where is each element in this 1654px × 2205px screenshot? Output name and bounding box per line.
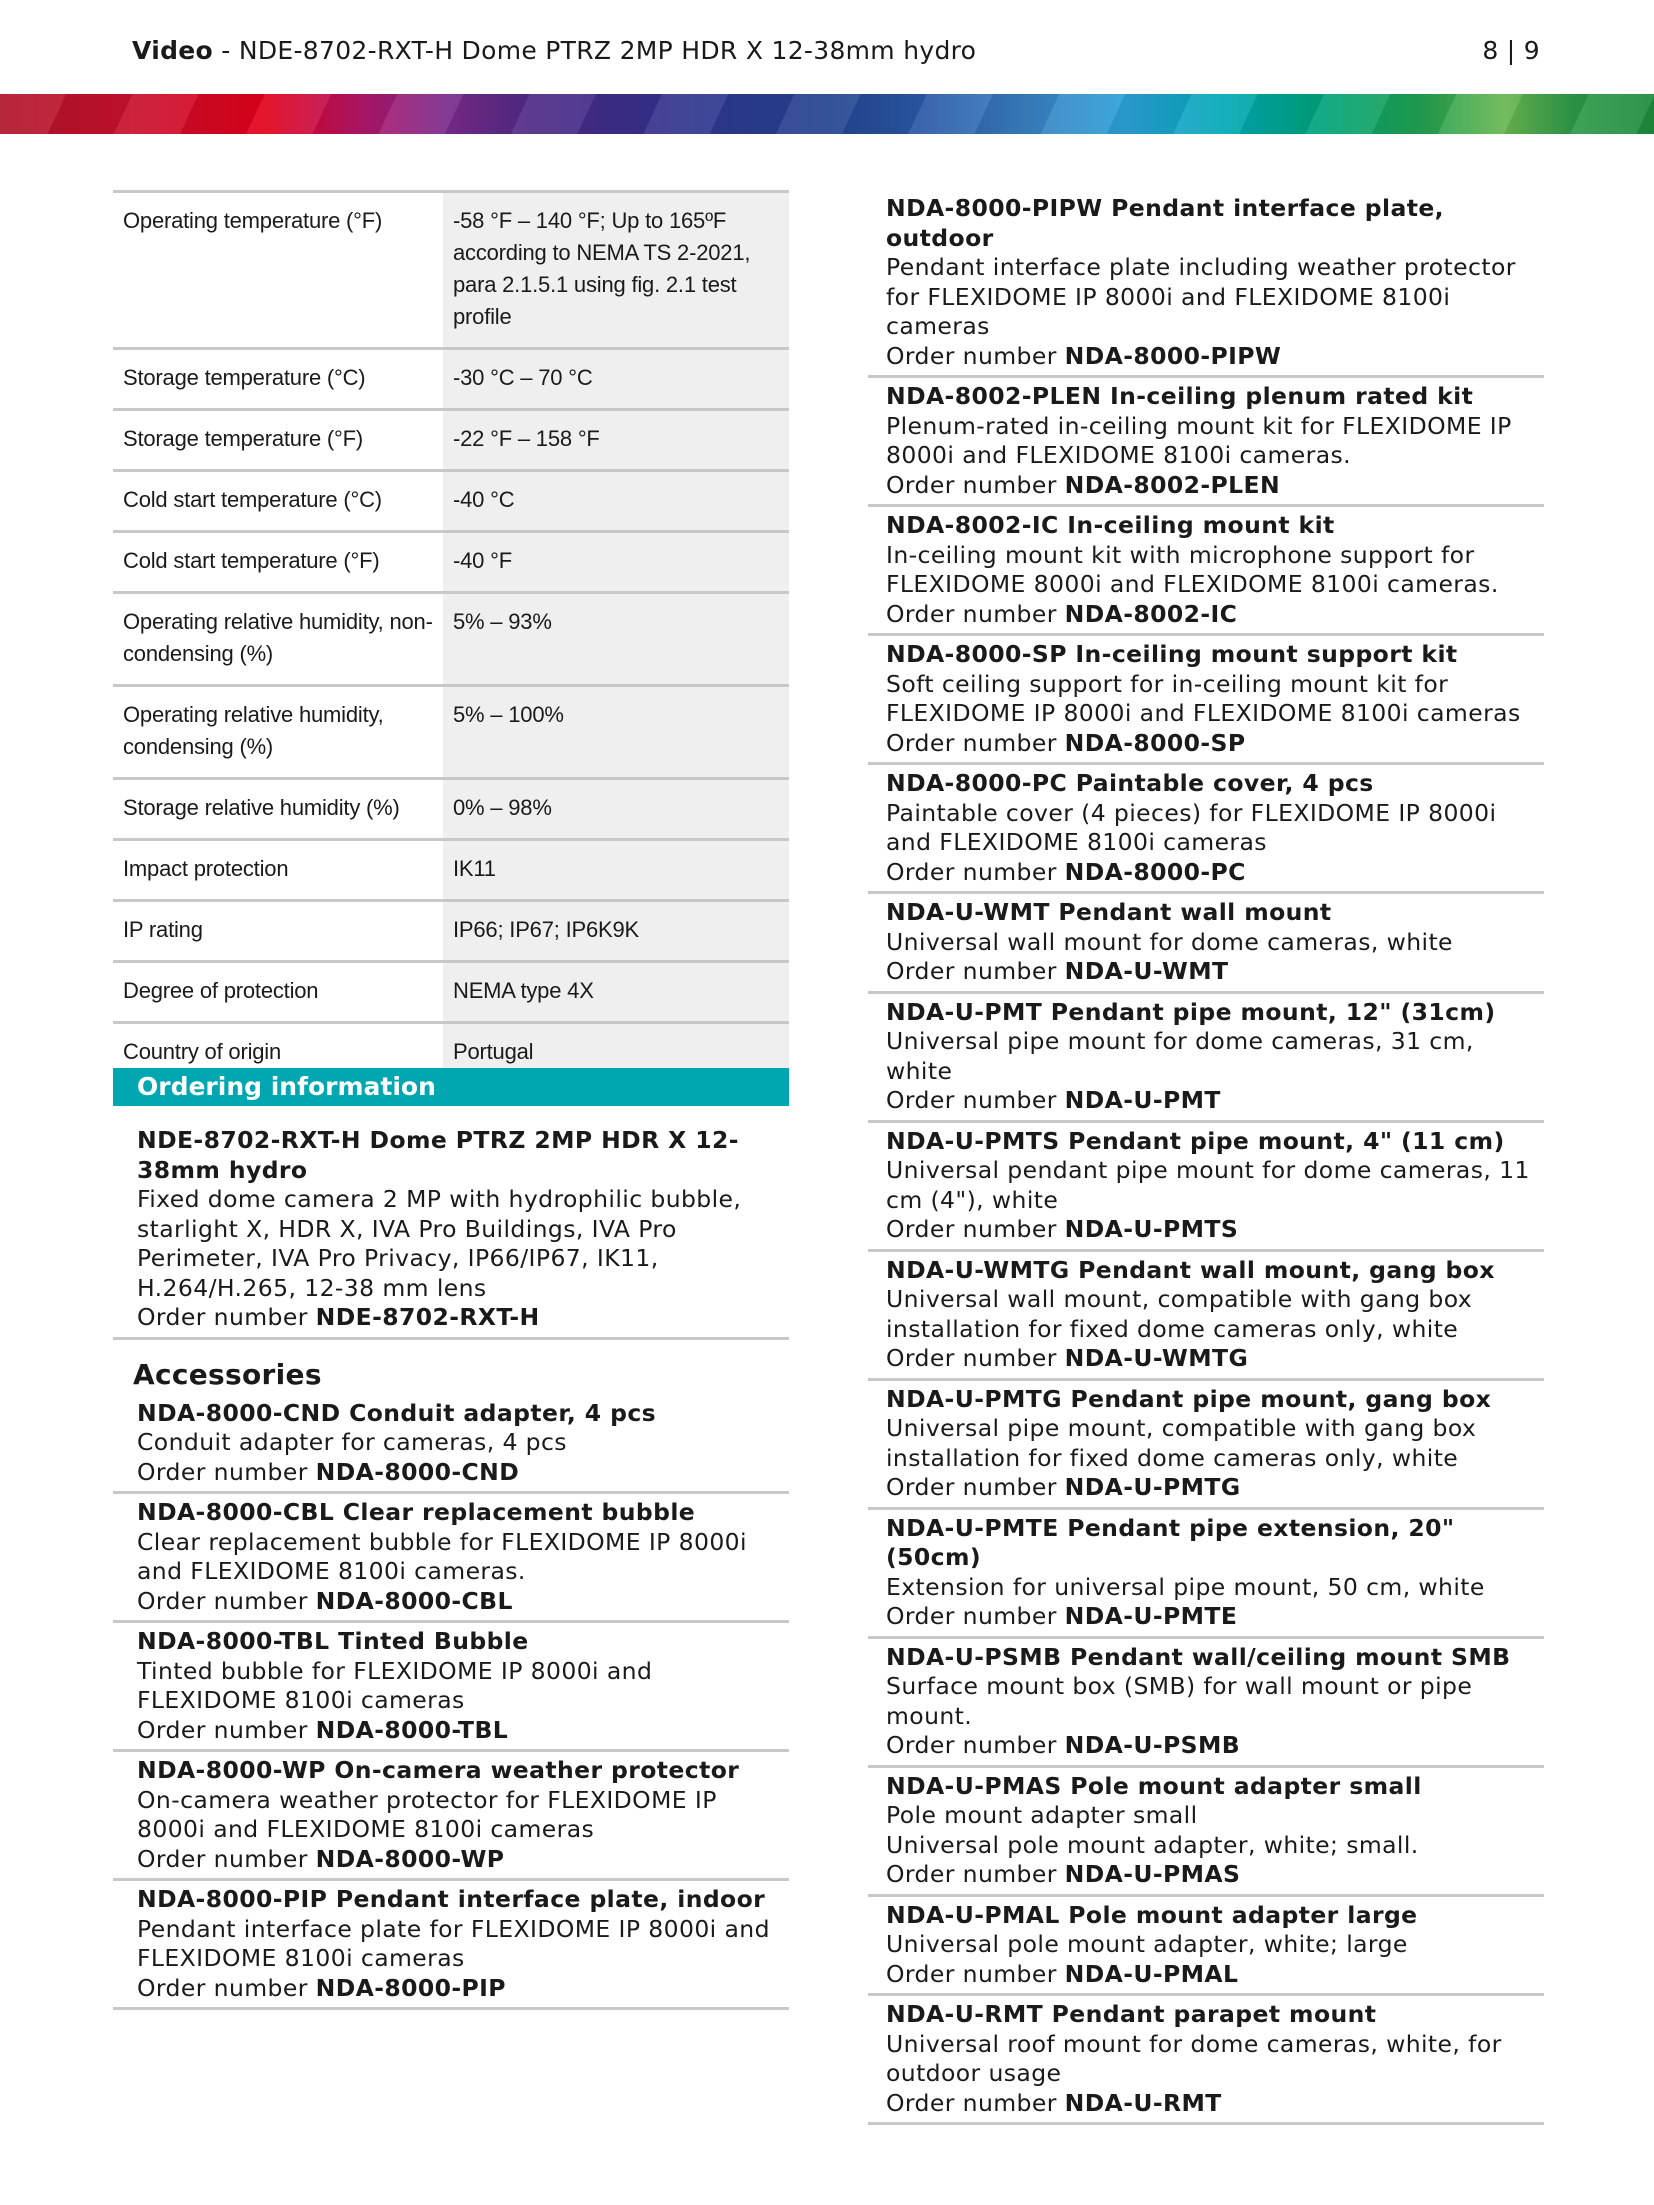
- order-label: Order number: [886, 1086, 1065, 1114]
- spec-value: -40 °F: [443, 533, 789, 591]
- accessory-description: Universal pole mount adapter, white; large: [886, 1930, 1408, 1958]
- spec-value: -40 °C: [443, 472, 789, 530]
- accessory-title: NDA-U-PMAS Pole mount adapter small: [886, 1771, 1422, 1800]
- spec-key: Operating relative humidity, non-condensing (%): [113, 594, 443, 684]
- order-label: Order number: [137, 1303, 316, 1331]
- accessory-order: [886, 342, 1544, 372]
- accessory-item: [868, 378, 1544, 507]
- order-number: NDA-U-WMT: [1064, 957, 1229, 985]
- order-label: Order number: [886, 2088, 1065, 2117]
- accessory-order: [137, 1587, 789, 1617]
- accessory-order: [137, 1458, 789, 1488]
- spec-row: [113, 533, 789, 594]
- accessory-description: Tinted bubble for FLEXIDOME IP 8000i and FLEXIDOME 8100i cameras: [137, 1656, 653, 1714]
- accessory-title: NDA-U-WMT Pendant wall mount: [886, 898, 1332, 926]
- accessory-order: [886, 729, 1544, 759]
- accessory-order: [137, 1716, 789, 1746]
- spec-key: Cold start temperature (°F): [113, 533, 443, 591]
- accessory-title: NDA-8000-PIPW Pendant interface plate, outdoor: [886, 194, 1444, 252]
- accessory-description: Paintable cover (4 pieces) for FLEXIDOME IP 8000i and FLEXIDOME 8100i cameras: [886, 798, 1497, 856]
- accessory-order: [137, 1974, 789, 2004]
- accessory-description: Universal wall mount for dome cameras, white: [886, 927, 1453, 956]
- spec-value: -58 °F – 140 °F; Up to 165ºF according to NEMA TS 2-2021, para 2.1.5.1 using fig. 2.1 test profile: [443, 193, 789, 347]
- spec-row: [113, 902, 789, 963]
- accessory-title: NDA-U-PMTS Pendant pipe mount, 4" (11 cm): [886, 1126, 1505, 1155]
- accessory-item: [113, 1395, 789, 1495]
- order-number: NDA-8000-PIP: [315, 1973, 506, 2002]
- accessory-order: [886, 471, 1544, 501]
- accessory-order: [886, 1215, 1544, 1245]
- accessory-item: [868, 636, 1544, 765]
- spec-key: Storage temperature (°C): [113, 350, 443, 408]
- spec-table: [113, 190, 789, 1085]
- spec-value: IK11: [443, 841, 789, 899]
- accessory-description: Universal pipe mount, compatible with gang box installation for fixed dome cameras only, white: [886, 1414, 1477, 1472]
- spec-value: NEMA type 4X: [443, 963, 789, 1021]
- order-number: NDA-8000-SP: [1064, 728, 1246, 757]
- accessory-title: NDA-U-PMT Pendant pipe mount, 12" (31cm): [886, 997, 1496, 1026]
- order-label: Order number: [886, 470, 1065, 499]
- accessory-description: Pole mount adapter small Universal pole mount adapter, white; small.: [886, 1801, 1419, 1859]
- order-number: NDA-8000-TBL: [315, 1715, 509, 1744]
- order-label: Order number: [886, 728, 1065, 757]
- accessory-title: NDA-8000-CBL Clear replacement bubble: [137, 1498, 696, 1526]
- accessory-order: [886, 1602, 1544, 1632]
- order-number: NDA-U-PMTE: [1064, 1602, 1238, 1630]
- accessory-order: [886, 1344, 1544, 1374]
- order-label: Order number: [886, 1344, 1065, 1372]
- spec-row: [113, 841, 789, 902]
- accessory-item: [868, 1510, 1544, 1639]
- order-label: Order number: [886, 1602, 1065, 1630]
- accessory-description: Universal pipe mount for dome cameras, 31 cm, white: [886, 1027, 1474, 1085]
- ordering-block: [113, 1122, 789, 2010]
- accessory-item: [868, 190, 1544, 378]
- spec-row: [113, 594, 789, 687]
- order-label: Order number: [886, 957, 1065, 985]
- accessory-item: [113, 1752, 789, 1881]
- accessory-title: NDA-8002-PLEN In-ceiling plenum rated kit: [886, 382, 1474, 410]
- accessory-title: NDA-U-PSMB Pendant wall/ceiling mount SMB: [886, 1642, 1511, 1671]
- order-number: NDE-8702-RXT-H: [315, 1303, 540, 1331]
- accessory-title: NDA-U-WMTG Pendant wall mount, gang box: [886, 1255, 1495, 1284]
- order-label: Order number: [137, 1715, 316, 1744]
- header-title: NDE-8702-RXT-H Dome PTRZ 2MP HDR X 12-38mm hydro: [238, 36, 977, 65]
- order-label: Order number: [886, 1860, 1065, 1888]
- accessory-description: Surface mount box (SMB) for wall mount or pipe mount.: [886, 1672, 1473, 1730]
- spec-row: [113, 411, 789, 472]
- order-number: NDA-U-PMTS: [1064, 1215, 1239, 1243]
- accessory-description: Conduit adapter for cameras, 4 pcs: [137, 1428, 567, 1456]
- spec-value: 5% – 93%: [443, 594, 789, 684]
- accessories-right-list: [868, 190, 1544, 2125]
- order-number: NDA-U-RMT: [1064, 2088, 1222, 2117]
- accessory-order: [886, 957, 1544, 987]
- accessory-order: [886, 600, 1544, 630]
- accessory-description: Universal wall mount, compatible with gang box installation for fixed dome cameras only, white: [886, 1285, 1473, 1343]
- order-label: Order number: [886, 857, 1065, 886]
- accessory-item: [868, 1897, 1544, 1997]
- accessory-order: [886, 1731, 1544, 1761]
- accessory-order: [886, 1086, 1544, 1116]
- accessory-title: NDA-U-PMTG Pendant pipe mount, gang box: [886, 1384, 1492, 1413]
- accessory-description: Universal pendant pipe mount for dome cameras, 11 cm (4"), white: [886, 1156, 1530, 1214]
- accessory-item: [868, 765, 1544, 894]
- order-number: NDA-8000-PIPW: [1064, 341, 1282, 370]
- accessory-description: Clear replacement bubble for FLEXIDOME IP 8000i and FLEXIDOME 8100i cameras.: [137, 1527, 747, 1585]
- spec-key: Country of origin: [113, 1024, 443, 1082]
- spec-value: -30 °C – 70 °C: [443, 350, 789, 408]
- accessory-description: Universal roof mount for dome cameras, white, for outdoor usage: [886, 2029, 1502, 2087]
- accessory-title: NDA-8000-PC Paintable cover, 4 pcs: [886, 769, 1374, 797]
- accessory-title: NDA-U-PMTE Pendant pipe extension, 20" (50cm): [886, 1513, 1455, 1571]
- accessory-item: [868, 1996, 1544, 2125]
- accessory-title: NDA-U-RMT Pendant parapet mount: [886, 2000, 1377, 2028]
- accessory-title: NDA-8000-CND Conduit adapter, 4 pcs: [137, 1398, 657, 1427]
- order-number: NDA-U-PMAS: [1064, 1860, 1241, 1888]
- order-label: Order number: [886, 1959, 1065, 1988]
- accessory-description: Plenum-rated in-ceiling mount kit for FLEXIDOME IP 8000i and FLEXIDOME 8100i cameras.: [886, 411, 1512, 469]
- accessory-description: Extension for universal pipe mount, 50 cm, white: [886, 1572, 1485, 1601]
- accessory-item: [868, 507, 1544, 636]
- spec-value: Portugal: [443, 1024, 789, 1082]
- accessories-title: Accessories: [133, 1357, 322, 1391]
- order-label: Order number: [137, 1844, 316, 1873]
- accessory-description: In-ceiling mount kit with microphone support for FLEXIDOME 8000i and FLEXIDOME 8100i cameras.: [886, 540, 1499, 598]
- order-label: Order number: [137, 1457, 316, 1486]
- accessories-left-list: [113, 1395, 789, 2011]
- accessory-order: [886, 2089, 1544, 2119]
- spec-key: Operating relative humidity, condensing (%): [113, 687, 443, 777]
- accessory-title: NDA-U-PMAL Pole mount adapter large: [886, 1900, 1418, 1929]
- accessory-order: [886, 1960, 1544, 1990]
- spec-row: [113, 780, 789, 841]
- spec-key: Cold start temperature (°C): [113, 472, 443, 530]
- accessory-order: [886, 858, 1544, 888]
- order-number: NDA-U-PSMB: [1064, 1731, 1241, 1759]
- order-number: NDA-8002-IC: [1064, 599, 1238, 628]
- accessory-order: [886, 1860, 1544, 1890]
- spec-value: IP66; IP67; IP6K9K: [443, 902, 789, 960]
- accessory-order: [886, 1473, 1544, 1503]
- order-number: NDA-8000-PC: [1064, 857, 1246, 886]
- order-label: Order number: [886, 1731, 1065, 1759]
- spec-value: -22 °F – 158 °F: [443, 411, 789, 469]
- spec-row: [113, 350, 789, 411]
- accessory-item: [113, 1881, 789, 2010]
- accessory-title: NDA-8000-WP On-camera weather protector: [137, 1756, 740, 1784]
- order-number: NDA-8000-CBL: [315, 1586, 513, 1615]
- order-number: NDA-U-PMTG: [1064, 1473, 1241, 1501]
- accessory-item: [868, 1768, 1544, 1897]
- order-label: Order number: [886, 1473, 1065, 1501]
- order-number: NDA-U-WMTG: [1064, 1344, 1249, 1372]
- order-number: NDA-8000-WP: [315, 1844, 505, 1873]
- accessory-description: Soft ceiling support for in-ceiling mount kit for FLEXIDOME IP 8000i and FLEXIDOME 8100i cameras: [886, 669, 1521, 727]
- accessory-item: [113, 1494, 789, 1623]
- accessory-item: [868, 894, 1544, 994]
- accessory-title: NDA-8000-PIP Pendant interface plate, indoor: [137, 1885, 766, 1913]
- order-number: NDA-8000-CND: [315, 1457, 520, 1486]
- spec-key: Impact protection: [113, 841, 443, 899]
- spec-value: 5% – 100%: [443, 687, 789, 777]
- accessory-item: [868, 1252, 1544, 1381]
- header-separator: -: [213, 36, 239, 65]
- accessory-item: [868, 1123, 1544, 1252]
- ordering-section-title: Ordering information: [113, 1068, 789, 1106]
- brand-color-band: [0, 94, 1654, 134]
- accessory-title: NDA-8000-SP In-ceiling mount support kit: [886, 640, 1458, 668]
- accessory-item: [868, 1639, 1544, 1768]
- spec-row: [113, 963, 789, 1024]
- spec-key: IP rating: [113, 902, 443, 960]
- order-label: Order number: [137, 1586, 316, 1615]
- ordering-item-order: [137, 1303, 789, 1333]
- ordering-item-title: NDE-8702-RXT-H Dome PTRZ 2MP HDR X 12-38mm hydro: [137, 1126, 739, 1184]
- order-number: NDA-U-PMAL: [1064, 1959, 1239, 1988]
- spec-key: Storage relative humidity (%): [113, 780, 443, 838]
- order-number: NDA-U-PMT: [1064, 1086, 1221, 1114]
- accessory-description: Pendant interface plate including weather protector for FLEXIDOME IP 8000i and FLEXIDOME 8100i cameras: [886, 253, 1516, 340]
- spec-key: Degree of protection: [113, 963, 443, 1021]
- accessory-description: Pendant interface plate for FLEXIDOME IP 8000i and FLEXIDOME 8100i cameras: [137, 1914, 770, 1972]
- accessory-title: NDA-8000-TBL Tinted Bubble: [137, 1627, 529, 1655]
- spec-row: [113, 472, 789, 533]
- accessory-item: [868, 994, 1544, 1123]
- accessory-item: [113, 1623, 789, 1752]
- accessory-item: [868, 1381, 1544, 1510]
- spec-row: [113, 687, 789, 780]
- page-number: 8 | 9: [1482, 36, 1540, 65]
- ordering-item: [113, 1122, 789, 1340]
- accessory-description: On-camera weather protector for FLEXIDOME IP 8000i and FLEXIDOME 8100i cameras: [137, 1785, 717, 1843]
- page-header: [132, 36, 1540, 76]
- order-number: NDA-8002-PLEN: [1064, 470, 1281, 499]
- order-label: Order number: [137, 1973, 316, 2002]
- spec-key: Storage temperature (°F): [113, 411, 443, 469]
- accessory-order: [137, 1845, 789, 1875]
- ordering-item-description: Fixed dome camera 2 MP with hydrophilic bubble, starlight X, HDR X, IVA Pro Buildings, IVA Pro Perimeter, IVA Pro Privacy, IP66/IP67, IK11, H.264/H.265, 12-38 mm lens: [137, 1185, 742, 1302]
- order-label: Order number: [886, 341, 1065, 370]
- spec-row: [113, 193, 789, 350]
- header-category: Video: [132, 36, 214, 65]
- spec-value: 0% – 98%: [443, 780, 789, 838]
- accessory-title: NDA-8002-IC In-ceiling mount kit: [886, 511, 1335, 539]
- order-label: Order number: [886, 1215, 1065, 1243]
- spec-key: Operating temperature (°F): [113, 193, 443, 347]
- order-label: Order number: [886, 599, 1065, 628]
